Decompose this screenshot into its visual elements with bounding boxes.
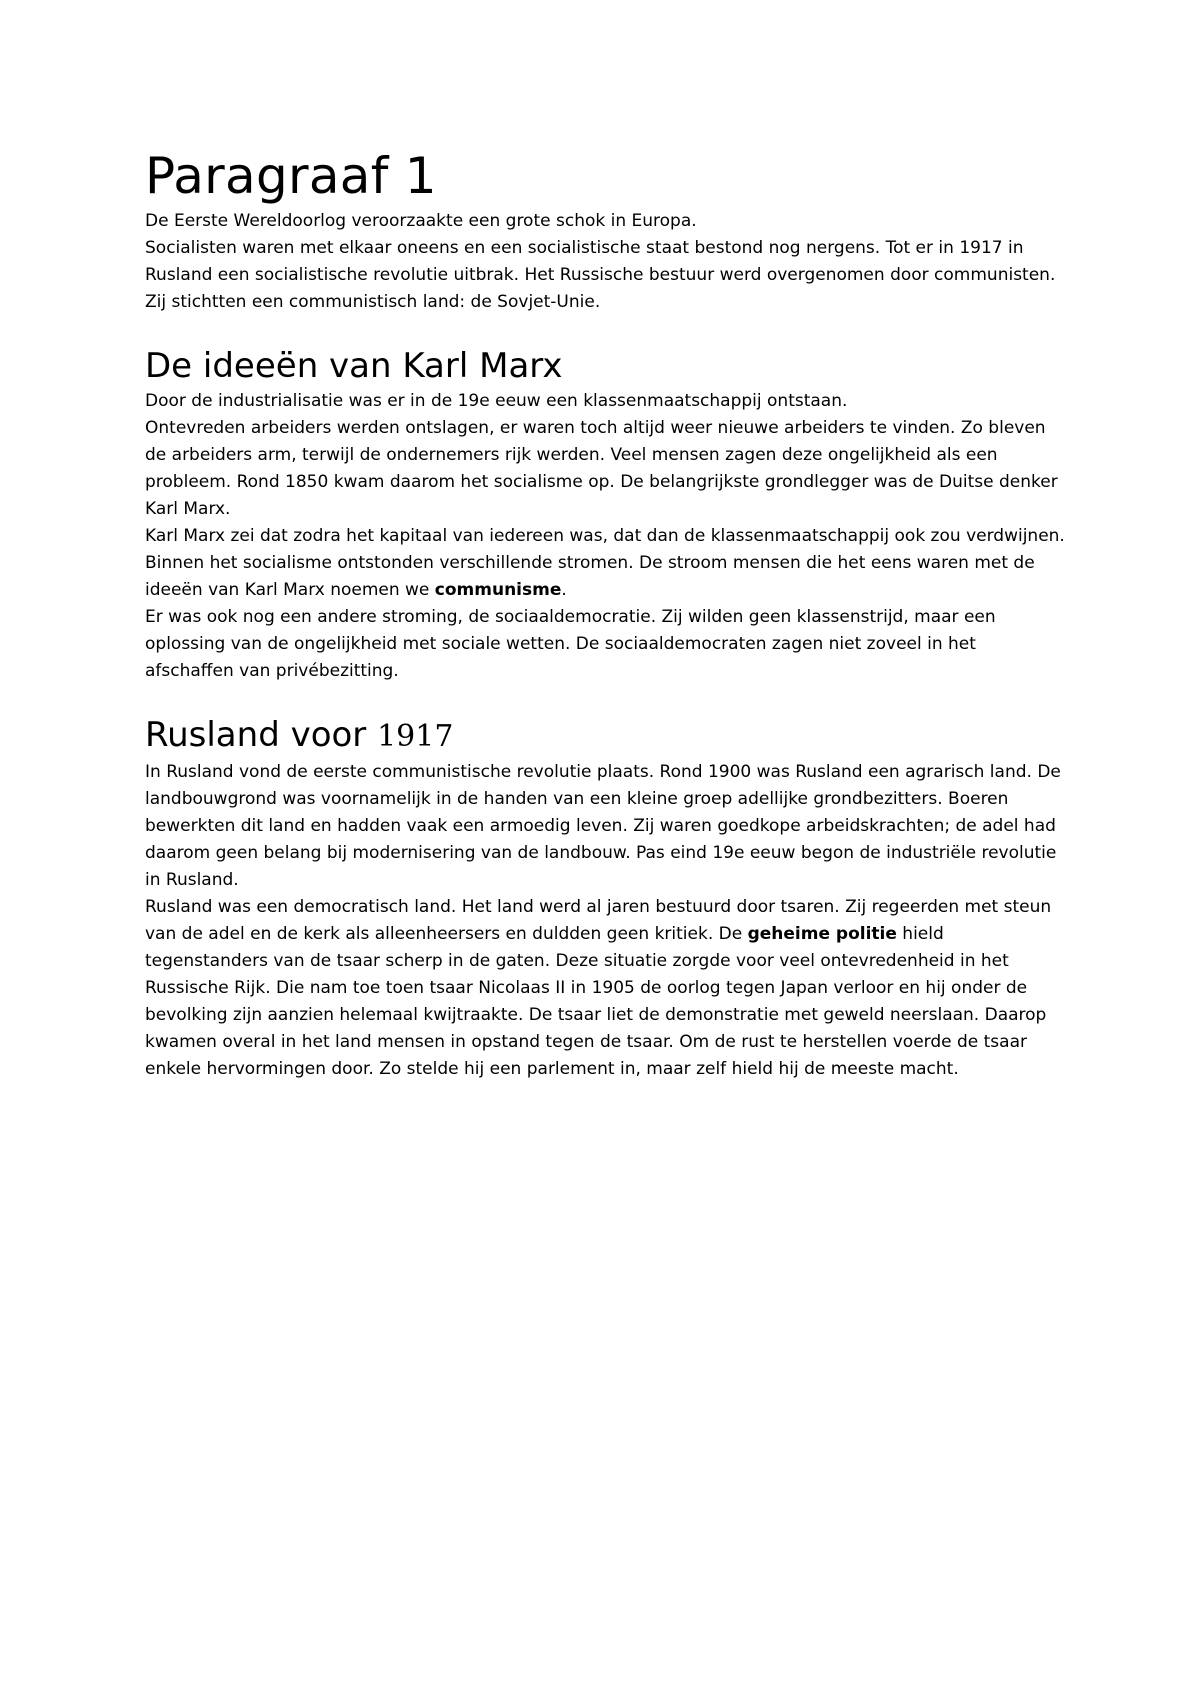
page-title: Paragraaf 1 — [145, 147, 437, 205]
section-heading-rusland — [145, 715, 1065, 757]
workers-paragraph: Ontevreden arbeiders werden ontslagen, er waren toch altijd weer nieuwe arbeiders te vinden. Zo bleven de arbeiders arm, terwijl de ondernemers rijk werden. Veel mensen zagen deze ongelijkheid als een probleem. Rond 1850 kwam daarom het socialisme op. De belangrijkste grondlegger was de Duitse denker Karl Marx. — [145, 418, 1058, 519]
intro-paragraph: De Eerste Wereldoorlog veroorzaakte een grote schok in Europa. — [145, 211, 697, 231]
section-rusland-voor-1917 — [145, 715, 1065, 1083]
socialism-paragraph: Socialisten waren met elkaar oneens en een socialistische staat bestond nog nergens. Tot er in 1917 in Rusland een socialistische revolutie uitbrak. Het Russische bestuur werd overgenomen door communisten. Zij stichtten een communistisch land: de Sovjet-Unie. — [145, 238, 1056, 312]
section-karl-marx — [145, 346, 1065, 685]
capital-paragraph: Karl Marx zei dat zodra het kapitaal van iedereen was, dat dan de klassenmaatschappij ook zou verdwijnen. — [145, 526, 1065, 546]
social-democracy-paragraph: Er was ook nog een andere stroming, de sociaaldemocratie. Zij wilden geen klassenstrijd, maar een oplossing van de ongelijkheid met sociale wetten. De sociaaldemocraten zagen niet zoveel in het afschaffen van privébezitting. — [145, 607, 996, 681]
document-page — [145, 146, 1065, 1083]
communism-text-after: . — [561, 580, 567, 600]
tsars-text-after: hield tegenstanders van de tsaar scherp in de gaten. Deze situatie zorgde voor veel ontevredenheid in het Russische Rijk. Die nam toe toen tsaar Nicolaas II in 1905 de oorlog tegen Japan verloor en hij onder de bevolking zijn aanzien helemaal kwijtraakte. De tsaar liet de demonstratie met geweld neerslaan. Daarop kwamen overal in het land mensen in opstand tegen de tsaar. Om de rust te herstellen voerde de tsaar enkele hervormingen door. Zo stelde hij een parlement in, maar zelf hield hij de meeste macht. — [145, 924, 1047, 1079]
secret-police-term: geheime politie — [747, 924, 897, 944]
industrialisation-paragraph: Door de industrialisatie was er in de 19e eeuw een klassenmaatschappij ontstaan. — [145, 391, 848, 411]
section-paragraaf-1 — [145, 146, 1065, 316]
section-heading-karl-marx: De ideeën van Karl Marx — [145, 346, 563, 386]
communism-term: communisme — [434, 580, 562, 600]
heading-rusland-text: Rusland voor — [145, 715, 378, 755]
heading-rusland-year: 1917 — [377, 719, 454, 754]
communism-paragraph — [145, 550, 1065, 604]
agrarian-russia-paragraph: In Rusland vond de eerste communistische revolutie plaats. Rond 1900 was Rusland een agrarisch land. De landbouwgrond was voornamelijk in de handen van een kleine groep adellijke grondbezitters. Boeren bewerkten dit land en hadden vaak een armoedig leven. Zij waren goedkope arbeidskrachten; de adel had daarom geen belang bij modernisering van de landbouw. Pas eind 19e eeuw begon de industriële revolutie in Rusland. — [145, 762, 1061, 890]
communism-text-before: Binnen het socialisme ontstonden verschillende stromen. De stroom mensen die het eens waren met de ideeën van Karl Marx noemen we — [145, 553, 1035, 600]
tsars-text-before: Rusland was een democratisch land. Het land werd al jaren bestuurd door tsaren. Zij regeerden met steun van de adel en de kerk als alleenheersers en duldden geen kritiek. De — [145, 897, 1052, 944]
tsars-paragraph — [145, 894, 1065, 1083]
